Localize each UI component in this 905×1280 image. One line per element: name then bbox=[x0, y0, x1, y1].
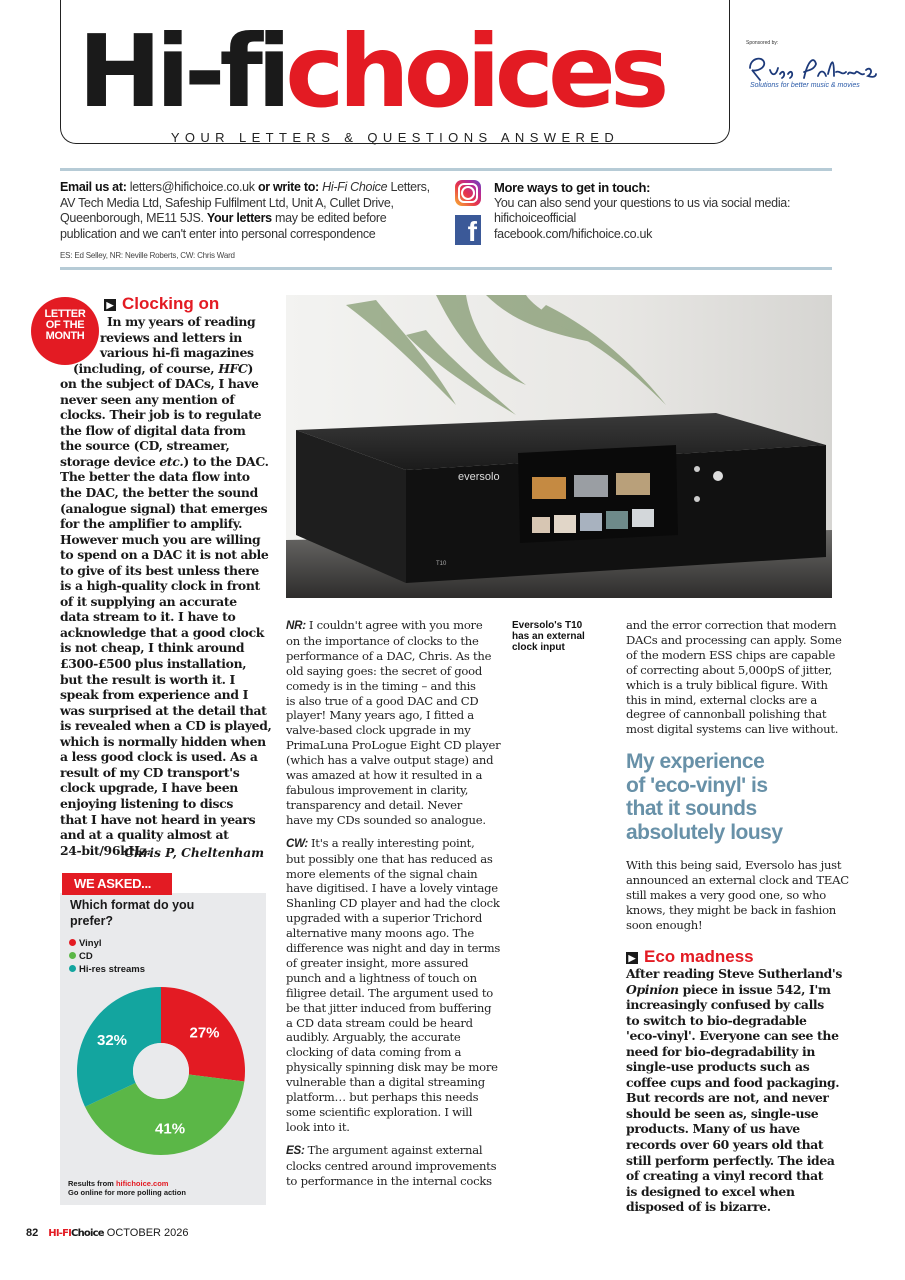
masthead-choices: choices bbox=[285, 13, 664, 130]
body-line: comedy is in the timing – and this bbox=[286, 678, 476, 693]
body-line: old saying goes: the secret of good bbox=[286, 663, 483, 678]
body-line: on the subject of DACs, I have bbox=[60, 376, 259, 392]
contact-info bbox=[60, 180, 440, 242]
poll-footer bbox=[68, 1179, 186, 1197]
legend-label: Hi-res streams bbox=[79, 964, 146, 975]
body-line: never seen any mention of bbox=[60, 391, 235, 407]
magazine-logo-choice: Choice bbox=[71, 1228, 104, 1239]
body-line: The better the data flow into bbox=[60, 469, 250, 485]
body-line: the flow of digital data from bbox=[60, 422, 246, 438]
body-line: £300-£500 plus installation, bbox=[60, 656, 247, 672]
body-line: After reading Steve Sutherland's bbox=[626, 966, 843, 981]
instagram-handle[interactable]: hifichoiceofficial bbox=[494, 211, 576, 225]
body-line: filigree detail. The argument used to bbox=[286, 985, 493, 1000]
body-line: platform… but perhaps this needs bbox=[286, 1090, 479, 1105]
magazine-logo-hifi: HI-FI bbox=[48, 1228, 72, 1239]
body-line: have digitised. I have a lovely vintage bbox=[286, 881, 498, 896]
body-line: soon enough! bbox=[626, 917, 703, 932]
legend-item-vinyl bbox=[69, 938, 102, 949]
letter-title bbox=[626, 947, 754, 967]
body-line: is a high-quality clock in front bbox=[60, 578, 260, 594]
body-line: but the result is worth it. I bbox=[60, 671, 235, 687]
body-line: increasingly confused by calls bbox=[626, 997, 824, 1013]
body-line: look into it. bbox=[286, 1119, 350, 1134]
social-info bbox=[494, 180, 824, 242]
body-line: fabulous improvement in clarity, bbox=[286, 782, 469, 797]
divider-contact bbox=[60, 267, 832, 270]
body-line: which is a truly biblical figure. With bbox=[626, 677, 828, 692]
body-line: of greater insight, more assured bbox=[286, 955, 469, 970]
publication-name: Hi-Fi Choice bbox=[322, 180, 388, 194]
letters-note: may be edited before publication and we can't enter into personal correspondence bbox=[60, 211, 387, 241]
body-line: PrimaLuna ProLogue Eight CD player bbox=[286, 738, 501, 753]
body-line: which is normally hidden when bbox=[60, 733, 266, 749]
body-line: knows, they might be back in fashion bbox=[626, 902, 837, 917]
body-line: clocks centred around improvements bbox=[286, 1158, 497, 1173]
photo-caption: Eversolo's T10 has an external clock input bbox=[512, 620, 585, 653]
body-line: this in mind, external clocks are a bbox=[626, 692, 818, 707]
body-line: Opinion piece in issue 542, I'm bbox=[626, 981, 831, 997]
body-line: But records are not, and never bbox=[626, 1090, 829, 1106]
body-line: DACs and processing can apply. Some bbox=[626, 632, 842, 647]
body-line: audibly. Arguably, the accurate bbox=[286, 1030, 461, 1045]
page-footer bbox=[26, 1227, 189, 1239]
body-line: (which has a valve output stage) and bbox=[286, 753, 494, 768]
letter-title bbox=[104, 294, 219, 314]
body-line: records over 60 years old that bbox=[626, 1137, 824, 1153]
body-line: vulnerable than a digital streaming bbox=[286, 1075, 485, 1090]
body-line: is also true of a good DAC and CD bbox=[286, 693, 479, 708]
body-line: that I have not heard in years bbox=[60, 811, 256, 827]
speaker-initials: NR: bbox=[286, 619, 309, 632]
pull-quote bbox=[626, 750, 836, 844]
body-line: 'eco-vinyl'. Everyone can see the bbox=[626, 1028, 839, 1044]
instagram-icon[interactable] bbox=[455, 180, 481, 206]
body-line: more elements of the signal chain bbox=[286, 866, 478, 881]
body-line: for the amplifier to amplify. bbox=[60, 516, 243, 532]
body-line: to performance in the internal cocks bbox=[286, 1173, 492, 1188]
product-photo bbox=[286, 295, 832, 598]
body-line: is revealed when a CD is played, bbox=[60, 718, 272, 734]
legend-dot bbox=[69, 939, 76, 946]
pie-value-label: 41% bbox=[155, 1120, 186, 1138]
body-line: clock upgrade, I have been bbox=[60, 780, 238, 796]
body-line: However much you are willing bbox=[60, 531, 261, 547]
body-line bbox=[286, 836, 496, 852]
paragraph-gap bbox=[286, 1135, 496, 1143]
issue-date: OCTOBER 2026 bbox=[106, 1227, 189, 1239]
arrow-icon: ▶ bbox=[626, 952, 638, 964]
body-line bbox=[286, 618, 496, 634]
body-line: various hi-fi magazines bbox=[100, 345, 254, 361]
legend-dot bbox=[69, 952, 76, 959]
body-line: still perform perfectly. The idea bbox=[626, 1152, 835, 1168]
body-line: speak from experience and I bbox=[60, 687, 249, 703]
letter-signature: Chris P, Cheltenham bbox=[124, 846, 264, 860]
pie-value-label: 32% bbox=[97, 1031, 128, 1049]
body-line: data stream to it. I have to bbox=[60, 609, 236, 625]
body-line: storage device etc.) to the DAC. bbox=[60, 453, 269, 469]
answers-column bbox=[286, 618, 501, 1189]
body-line: clocking of data coming from a bbox=[286, 1045, 462, 1060]
badge-line: LETTER bbox=[44, 308, 86, 320]
letter-title-text: Eco madness bbox=[644, 947, 754, 966]
pull-quote-line: absolutely lousy bbox=[626, 820, 783, 844]
answers-continued bbox=[626, 618, 842, 737]
speaker-initials: CW: bbox=[286, 836, 311, 850]
letter-body bbox=[60, 314, 270, 858]
body-line: Shanling CD player and had the clock bbox=[286, 896, 500, 911]
body-line: reviews and letters in bbox=[100, 329, 242, 345]
body-line: to give of its best unless there bbox=[60, 562, 259, 578]
social-heading: More ways to get in touch: bbox=[494, 180, 651, 195]
body-line: was amazed at how it resulted in a bbox=[286, 768, 483, 783]
body-line: a less good clock is used. As a bbox=[60, 749, 258, 765]
body-line: 24-bit/96kHz. bbox=[60, 842, 151, 858]
body-line: physically spinning disk may be more bbox=[286, 1060, 498, 1075]
body-line: to switch to bio-degradable bbox=[626, 1012, 807, 1028]
pull-quote-line: of 'eco-vinyl' is bbox=[626, 773, 768, 797]
body-line: acknowledge that a good clock bbox=[60, 624, 265, 640]
body-line: is designed to excel when bbox=[626, 1183, 795, 1199]
body-line: disposed of is bizarre. bbox=[626, 1199, 771, 1215]
page-number: 82 bbox=[26, 1227, 39, 1239]
body-line: punch and a lightness of touch on bbox=[286, 970, 477, 985]
paragraph-gap bbox=[286, 828, 496, 836]
body-line: the DAC, the better the sound bbox=[60, 485, 258, 501]
body-line: clocks. Their job is to regulate bbox=[60, 407, 262, 423]
body-line: single-use products such as bbox=[626, 1059, 810, 1075]
body-line: (analogue signal) that emerges bbox=[60, 500, 268, 516]
body-line: most digital systems can live without. bbox=[626, 722, 839, 737]
contributor-credits: ES: Ed Selley, NR: Neville Roberts, CW: Chris Ward bbox=[60, 251, 235, 260]
body-line: on the importance of clocks to the bbox=[286, 633, 479, 648]
body-line: some scientific exploration. I will bbox=[286, 1105, 473, 1119]
pull-quote-line: My experience bbox=[626, 750, 765, 773]
letter-body bbox=[626, 966, 843, 1215]
body-line: a CD data stream could be heard bbox=[286, 1015, 473, 1030]
email-link[interactable]: letters@hifichoice.co.uk bbox=[129, 180, 255, 194]
poll-pie-chart bbox=[76, 986, 246, 1156]
email-label: Email us at: bbox=[60, 180, 127, 194]
body-line: should be seen as, single-use bbox=[626, 1105, 819, 1121]
poll-question: Which format do you prefer? bbox=[70, 898, 195, 928]
body-line: difference was night and day in terms bbox=[286, 941, 501, 956]
divider-top bbox=[60, 168, 832, 171]
legend-dot bbox=[69, 965, 76, 972]
masthead-tagline: YOUR LETTERS & QUESTIONS ANSWERED bbox=[170, 130, 620, 145]
body-text: It's a really interesting point, bbox=[310, 835, 475, 850]
letter-title-text: Clocking on bbox=[122, 294, 220, 313]
body-line: performance of a DAC, Chris. As the bbox=[286, 648, 492, 663]
pie-value-label: 27% bbox=[189, 1024, 220, 1042]
legend-item-cd bbox=[69, 951, 93, 962]
body-line: of creating a vinyl record that bbox=[626, 1168, 824, 1184]
body-line: still makes a very good one, so who bbox=[626, 887, 827, 902]
legend-label: Vinyl bbox=[79, 938, 102, 949]
sponsor-label: Sponsored by: bbox=[746, 40, 779, 46]
poll-footer-line2: Go online for more polling action bbox=[68, 1188, 186, 1197]
poll-footer-prefix: Results from bbox=[68, 1179, 116, 1188]
facebook-icon[interactable]: f bbox=[455, 215, 481, 245]
answers-conclusion bbox=[626, 858, 849, 933]
pie-center-hole bbox=[133, 1043, 189, 1099]
body-line: enjoying listening to discs bbox=[60, 795, 233, 811]
pull-quote-line: that it sounds bbox=[626, 797, 757, 820]
body-line: to spend on a DAC it is not able bbox=[60, 547, 269, 563]
body-line: need for bio-degradability in bbox=[626, 1043, 816, 1059]
body-line: upgraded with a superior Trichord bbox=[286, 911, 482, 926]
body-line: coffee cups and food packaging. bbox=[626, 1074, 840, 1090]
masthead-logo bbox=[78, 13, 664, 130]
legend-label: CD bbox=[79, 951, 93, 962]
letters-label: Your letters bbox=[206, 211, 272, 225]
magazine-logo bbox=[48, 1228, 103, 1239]
badge-line: MONTH bbox=[45, 330, 85, 342]
body-line: announced an external clock and TEAC bbox=[626, 872, 849, 887]
legend-item-hires bbox=[69, 964, 145, 975]
poll-tab: WE ASKED... bbox=[62, 873, 172, 895]
body-text: The argument against external bbox=[307, 1142, 483, 1157]
body-line: was surprised at the detail that bbox=[60, 702, 267, 718]
body-line: of correcting about 5,000pS of jitter, bbox=[626, 662, 833, 677]
body-line: products. Many of us have bbox=[626, 1121, 800, 1137]
body-text: I couldn't agree with you more bbox=[308, 618, 483, 632]
body-line: is not cheap, I think around bbox=[60, 640, 245, 656]
body-line: of the modern ESS chips are capable bbox=[626, 647, 836, 662]
body-line: player! Many years ago, I fitted a bbox=[286, 708, 474, 723]
arrow-icon: ▶ bbox=[104, 299, 116, 311]
body-line: alternative many moons ago. The bbox=[286, 926, 474, 941]
body-line: the source (CD, streamer, bbox=[60, 438, 230, 454]
body-line: degree of cannonball polishing that bbox=[626, 707, 827, 722]
body-line: be that jitter induced from buffering bbox=[286, 1000, 492, 1015]
body-line: transparency and detail. Never bbox=[286, 797, 463, 812]
speaker-initials: ES: bbox=[286, 1143, 308, 1157]
body-line: (including, of course, HFC) bbox=[73, 360, 254, 376]
body-line: With this being said, Eversolo has just bbox=[626, 858, 842, 872]
device-brand: eversolo bbox=[458, 471, 500, 483]
sponsor-tagline: Solutions for better music & movies bbox=[750, 82, 860, 89]
poll-footer-link[interactable]: hifichoice.com bbox=[115, 1179, 169, 1188]
masthead-hifi: Hi-fi bbox=[78, 13, 286, 130]
body-line bbox=[286, 1143, 496, 1159]
postal-address: Letters, AV Tech Media Ltd, Safeship Fulfilment Ltd, Unit A, Cullet Drive, Queenborough, ME11 5JS. bbox=[60, 180, 430, 225]
body-line: and the error correction that modern bbox=[626, 618, 837, 632]
body-line: In my years of reading bbox=[107, 314, 256, 329]
body-line: but possibly one that has reduced as bbox=[286, 851, 493, 866]
write-label: or write to: bbox=[257, 180, 319, 194]
body-line: valve-based clock upgrade in my bbox=[286, 723, 471, 738]
device-model: T10 bbox=[436, 561, 447, 567]
body-line: result of my CD transport's bbox=[60, 764, 240, 780]
body-line: of it supplying an accurate bbox=[60, 593, 237, 609]
facebook-url[interactable]: facebook.com/hifichoice.co.uk bbox=[494, 226, 653, 241]
body-line: have my CDs sounded so analogue. bbox=[286, 812, 486, 827]
body-line: and at a quality almost at bbox=[60, 827, 229, 843]
social-intro: You can also send your questions to us via social media: bbox=[494, 195, 791, 210]
badge-line: OF THE bbox=[45, 319, 85, 331]
